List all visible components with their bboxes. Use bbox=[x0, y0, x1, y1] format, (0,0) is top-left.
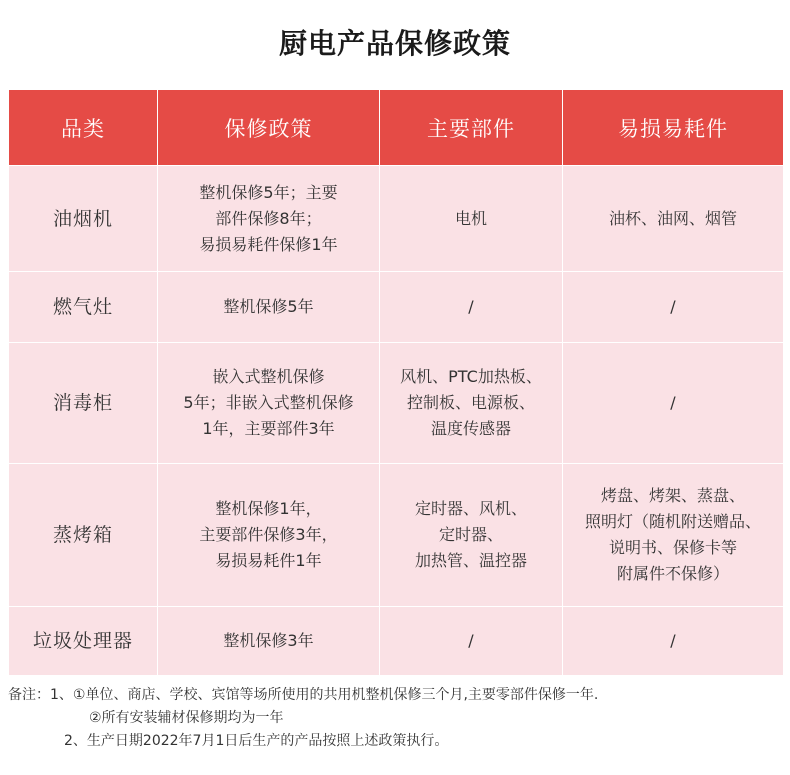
text-line: 附属件不保修） bbox=[616, 564, 729, 583]
text-line: 控制板、电源板、 bbox=[406, 393, 535, 412]
text-line: 主要部件保修3年， bbox=[199, 525, 338, 544]
text-line: 定时器、 bbox=[438, 525, 503, 544]
note-line-3: 2、生产日期2022年7月1日后生产的产品按照上述政策执行。 bbox=[64, 733, 449, 749]
text-line: / bbox=[670, 393, 676, 412]
text-line: 加热管、温控器 bbox=[414, 551, 527, 570]
text-line: 说明书、保修卡等 bbox=[608, 538, 737, 557]
text-line: 照明灯（随机附送赠品、 bbox=[584, 512, 761, 531]
text-line: 温度传感器 bbox=[430, 419, 511, 438]
table-row bbox=[9, 607, 784, 676]
row-consumables bbox=[563, 166, 784, 272]
text-line: 易损易耗件保修1年 bbox=[199, 234, 338, 254]
table-row bbox=[9, 272, 784, 343]
row-policy bbox=[158, 464, 380, 607]
row-category: 垃圾处理器 bbox=[9, 607, 158, 676]
row-policy bbox=[158, 272, 380, 343]
text-line: / bbox=[670, 631, 676, 650]
row-consumables bbox=[563, 343, 784, 464]
header-main-parts: 主要部件 bbox=[380, 90, 563, 166]
table-header-row bbox=[9, 90, 784, 166]
row-consumables bbox=[563, 607, 784, 676]
row-category: 消毒柜 bbox=[9, 343, 158, 464]
note-line-1: 备注：1、①单位、商店、学校、宾馆等场所使用的共用机整机保修三个月,主要零部件保修一年. bbox=[8, 687, 599, 703]
row-policy bbox=[158, 166, 380, 272]
row-policy bbox=[158, 343, 380, 464]
row-main-parts bbox=[380, 272, 563, 343]
row-category: 油烟机 bbox=[9, 166, 158, 272]
header-consumables: 易损易耗件 bbox=[563, 90, 784, 166]
warranty-policy-table bbox=[8, 89, 784, 676]
row-main-parts bbox=[380, 343, 563, 464]
note-line-2: ②所有安装辅材保修期均为一年 bbox=[89, 710, 284, 726]
row-consumables bbox=[563, 464, 784, 607]
row-consumables bbox=[563, 272, 784, 343]
row-policy bbox=[158, 607, 380, 676]
row-main-parts bbox=[380, 607, 563, 676]
table-row bbox=[9, 343, 784, 464]
row-category: 蒸烤箱 bbox=[9, 464, 158, 607]
text-line: 易损易耗件1年 bbox=[215, 551, 322, 570]
row-category: 燃气灶 bbox=[9, 272, 158, 343]
text-line: 定时器、风机、 bbox=[414, 499, 527, 518]
text-line: 部件保修8年； bbox=[215, 208, 322, 228]
page-title: 厨电产品保修政策 bbox=[278, 27, 511, 60]
text-line: / bbox=[670, 297, 676, 316]
text-line: 烤盘、烤架、蒸盘、 bbox=[600, 486, 745, 505]
text-line: 整机保修5年 bbox=[223, 297, 314, 316]
text-line: 油杯、油网、烟管 bbox=[608, 208, 737, 228]
text-line: 5年；非嵌入式整机保修 bbox=[183, 393, 354, 412]
header-policy: 保修政策 bbox=[158, 90, 380, 166]
text-line: 1年，主要部件3年 bbox=[202, 419, 335, 438]
footnotes bbox=[8, 684, 598, 753]
text-line: / bbox=[468, 631, 474, 650]
text-line: 嵌入式整机保修 bbox=[212, 367, 325, 386]
row-main-parts bbox=[380, 464, 563, 607]
table-row bbox=[9, 166, 784, 272]
table-row bbox=[9, 464, 784, 607]
text-line: / bbox=[468, 297, 474, 316]
header-category: 品类 bbox=[9, 90, 158, 166]
text-line: 整机保修3年 bbox=[223, 631, 314, 650]
text-line: 风机、PTC加热板、 bbox=[400, 367, 542, 386]
text-line: 电机 bbox=[454, 208, 487, 228]
text-line: 整机保修5年；主要 bbox=[199, 182, 338, 202]
text-line: 整机保修1年， bbox=[215, 499, 322, 518]
row-main-parts bbox=[380, 166, 563, 272]
